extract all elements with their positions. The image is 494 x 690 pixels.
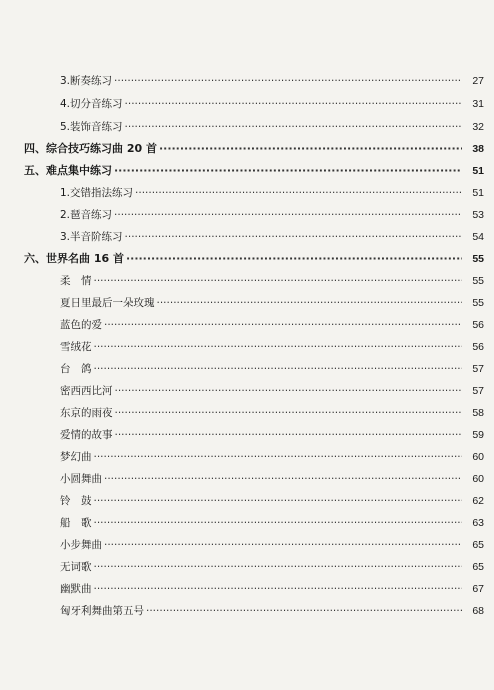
- toc-entry[interactable]: [60, 120, 484, 134]
- entry-page-number: 65: [472, 561, 484, 573]
- dot-leader: [114, 164, 462, 178]
- toc-entry[interactable]: [60, 494, 484, 508]
- section-title: 世界名曲 16 首: [46, 252, 124, 265]
- toc-entry[interactable]: [60, 384, 484, 398]
- dot-leader: [125, 97, 462, 111]
- dot-leader: [135, 186, 462, 200]
- section-page-number: 38: [472, 143, 484, 155]
- toc-section[interactable]: [24, 164, 484, 178]
- dot-leader: [104, 318, 462, 332]
- dot-leader: [157, 296, 463, 310]
- entry-title: 台 鸽: [60, 363, 92, 375]
- dot-leader: [94, 582, 463, 596]
- entry-page-number: 65: [472, 539, 484, 551]
- dot-leader: [104, 472, 462, 486]
- toc-section[interactable]: [24, 252, 484, 266]
- toc-entry[interactable]: [60, 428, 484, 442]
- dot-leader: [104, 538, 462, 552]
- toc-entry[interactable]: [60, 362, 484, 376]
- dot-leader: [159, 142, 462, 156]
- toc-entry[interactable]: [60, 97, 484, 111]
- entry-page-number: 31: [472, 98, 484, 110]
- entry-title: 东京的雨夜: [60, 407, 113, 419]
- toc-entry[interactable]: [60, 406, 484, 420]
- toc-entry[interactable]: [60, 516, 484, 530]
- dot-leader: [94, 516, 463, 530]
- entry-title: 雪绒花: [60, 341, 92, 353]
- entry-title: 5.装饰音练习: [60, 121, 123, 133]
- entry-title: 3.半音阶练习: [60, 231, 123, 243]
- entry-title: 密西西比河: [60, 385, 113, 397]
- entry-title: 3.断奏练习: [60, 75, 113, 87]
- toc-entry[interactable]: [60, 296, 484, 310]
- entry-title: 无词歌: [60, 561, 92, 573]
- dot-leader: [94, 274, 463, 288]
- entry-page-number: 56: [472, 341, 484, 353]
- entry-title: 爱情的故事: [60, 429, 113, 441]
- entry-title: 船 歌: [60, 517, 92, 529]
- entry-page-number: 55: [472, 275, 484, 287]
- entry-title: 4.切分音练习: [60, 98, 123, 110]
- entry-page-number: 27: [472, 75, 484, 87]
- dot-leader: [125, 120, 462, 134]
- entry-page-number: 57: [472, 363, 484, 375]
- toc-entry[interactable]: [60, 604, 484, 618]
- toc-entry[interactable]: [60, 74, 484, 88]
- entry-title: 柔 情: [60, 275, 92, 287]
- entry-page-number: 68: [472, 605, 484, 617]
- dot-leader: [114, 74, 462, 88]
- toc-entry[interactable]: [60, 450, 484, 464]
- entry-page-number: 62: [472, 495, 484, 507]
- entry-title: 幽默曲: [60, 583, 92, 595]
- entry-page-number: 60: [472, 451, 484, 463]
- toc-entry[interactable]: [60, 208, 484, 222]
- dot-leader: [94, 450, 463, 464]
- dot-leader: [94, 560, 463, 574]
- entry-title: 匈牙利舞曲第五号: [60, 605, 144, 617]
- entry-title: 小圆舞曲: [60, 473, 102, 485]
- dot-leader: [94, 340, 463, 354]
- dot-leader: [115, 428, 463, 442]
- dot-leader: [115, 384, 463, 398]
- entry-title: 小步舞曲: [60, 539, 102, 551]
- dot-leader: [94, 362, 463, 376]
- section-number: 四、: [24, 142, 46, 155]
- entry-page-number: 67: [472, 583, 484, 595]
- entry-page-number: 63: [472, 517, 484, 529]
- entry-title: 夏日里最后一朵玫瑰: [60, 297, 155, 309]
- section-page-number: 55: [472, 253, 484, 265]
- section-number: 六、: [24, 252, 46, 265]
- dot-leader: [125, 230, 462, 244]
- toc-entry[interactable]: [60, 318, 484, 332]
- dot-leader: [146, 604, 462, 618]
- entry-page-number: 58: [472, 407, 484, 419]
- section-page-number: 51: [472, 165, 484, 177]
- dot-leader: [126, 252, 462, 266]
- entry-page-number: 59: [472, 429, 484, 441]
- dot-leader: [115, 406, 463, 420]
- section-title: 难点集中练习: [46, 164, 112, 177]
- toc-entry[interactable]: [60, 274, 484, 288]
- dot-leader: [94, 494, 463, 508]
- entry-title: 1.交错指法练习: [60, 187, 134, 199]
- section-title: 综合技巧练习曲 20 首: [46, 142, 157, 155]
- dot-leader: [114, 208, 462, 222]
- entry-title: 2.琶音练习: [60, 209, 113, 221]
- entry-page-number: 57: [472, 385, 484, 397]
- entry-page-number: 55: [472, 297, 484, 309]
- entry-page-number: 53: [472, 209, 484, 221]
- toc-entry[interactable]: [60, 538, 484, 552]
- entry-page-number: 60: [472, 473, 484, 485]
- entry-page-number: 51: [472, 187, 484, 199]
- entry-page-number: 56: [472, 319, 484, 331]
- section-number: 五、: [24, 164, 46, 177]
- entry-title: 梦幻曲: [60, 451, 92, 463]
- toc-entry[interactable]: [60, 186, 484, 200]
- toc-entry[interactable]: [60, 582, 484, 596]
- toc-section[interactable]: [24, 142, 484, 156]
- entry-title: 铃 鼓: [60, 495, 92, 507]
- entry-title: 蓝色的爱: [60, 319, 102, 331]
- toc-entry[interactable]: [60, 560, 484, 574]
- toc-entry[interactable]: [60, 230, 484, 244]
- entry-page-number: 32: [472, 121, 484, 133]
- toc-entry[interactable]: [60, 340, 484, 354]
- entry-page-number: 54: [472, 231, 484, 243]
- toc-entry[interactable]: [60, 472, 484, 486]
